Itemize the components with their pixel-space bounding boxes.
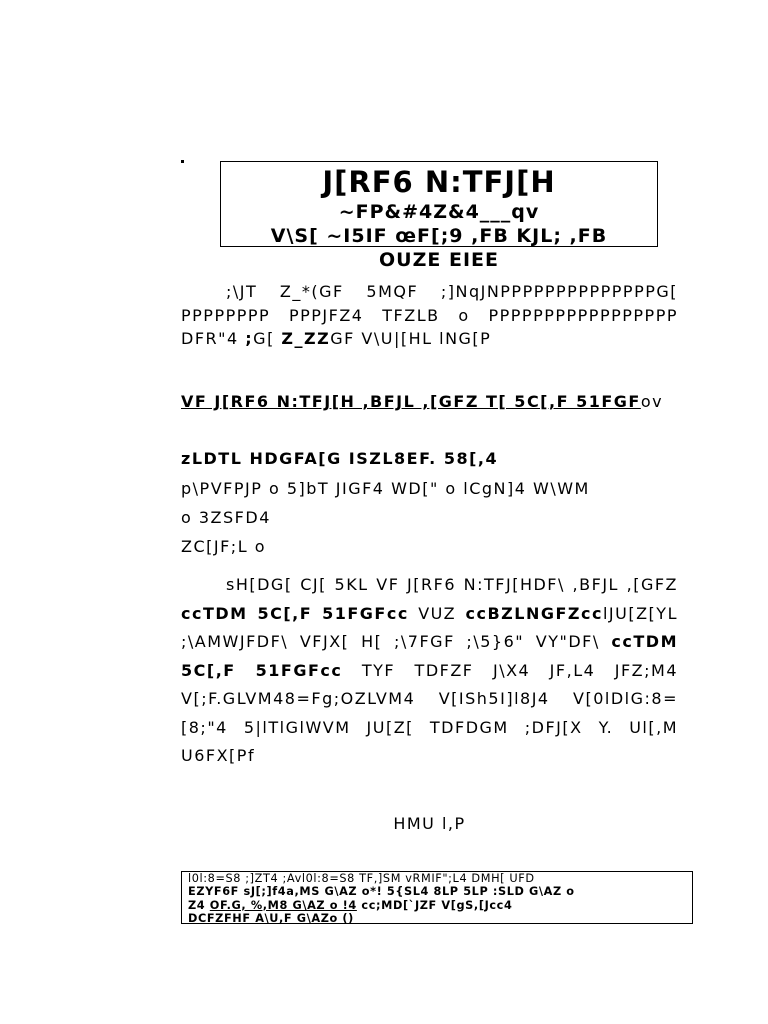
document-subtitle: ~FP&#4Z&4___qv [338,201,540,223]
paragraph-3-text: TYF TDFZF J\X4 JF,L4 JFZ;M4 V[;F.GLVM48=Fg;OZLVM4 V[ISh5I]l8J4 V[0lDlG:8=[8;"4 5|lTlGlWVM JU[Z[ TDFDGM ;DFJ[X Y. Ul[,M U6FX[Pf [181,660,678,765]
paragraph-1-text: GF V\U|[HL lNG[P [330,329,492,348]
paragraph-2-line: o 3ZSFD4 [181,508,271,527]
paragraph-1-text: G[ [253,329,282,348]
paragraph-3-text: lJU[Z[YL ;\AMWJFDF\ VFJX[ H[ ;\7FGF ;\5}6" VY"DF\ [181,603,678,651]
paragraph-1-text: ;\JT Z_*(GF 5MQF ;]NqJNPPPPPPPPPPPPPPG[ PPPPPPPP PPPJFZ4 TFZLB o PPPPPPPPPPPPPPPPP DFR"4 [181,282,678,348]
bullet-dot [181,160,184,163]
footnote-box [181,871,693,924]
paragraph-2-line: ZC[JF;L o [181,537,266,556]
centered-line: HMU l,P [393,814,466,833]
footnote-text: Z4 [188,898,210,912]
footnote-line [188,912,686,925]
paragraph-2 [181,474,678,561]
document-title-line3: V\S[ ~I5IF œF[;9 ,FB KJL; ,FB [270,225,608,247]
footnote-text: cc;MD[`JZF V[gS,[Jcc4 [356,898,513,912]
paragraph-3-text: VUZ [408,603,466,623]
document-title-box [220,161,658,271]
footnote-underlined: OF.G, %,M8 G\AZ o !4 [209,898,357,912]
footnote-line [188,899,686,912]
person-name-heading: zLDTL HDGFA[G ISZL8EF. 58[,4 [181,449,499,468]
footnote-line: EZYF6F sJ[;]f4a,MS G\AZ o*! 5{SL4 8LP 5LP :SLD G\AZ o [188,885,575,899]
paragraph-1-bold: Z_ZZ [281,329,331,348]
footnote-line: l0l:8=S8 ;]ZT4 ;Avl0l:8=S8 TF,]SM vRMIF";L4 DMH[ UFD [188,872,535,885]
footnote-underlined: DCFZFHF A\U,F G\AZo () [188,912,354,926]
document-title: J[RF6 N:TFJ[H [322,165,556,199]
paragraph-1 [181,280,678,351]
section-heading-underlined: VF J[RF6 N:TFJ[H ,BFJL ,[GFZ T[ 5C[,F 51FGF [181,392,641,411]
section-heading-tail: ov [640,392,664,411]
document-title-line4: OUZE EIEE [379,249,499,271]
paragraph-3-bold: ccTDM 5C[,F 51FGFcc [181,603,409,623]
paragraph-1-bold: ; [245,329,254,348]
paragraph-3 [181,571,678,771]
paragraph-3-bold: ccBZLNGFZcc [465,603,603,623]
paragraph-2-line: p\PVFPJP o 5]bT JIGF4 WD[" o lCgN]4 W\WM [181,479,590,498]
paragraph-3-bold: ccTDM 5C[,F 51FGFcc [181,632,678,680]
paragraph-3-text: sH[DG[ CJ[ 5KL VF J[RF6 N:TFJ[HDF\ ,BFJL ,[GFZ [226,575,678,594]
section-heading [181,392,678,411]
